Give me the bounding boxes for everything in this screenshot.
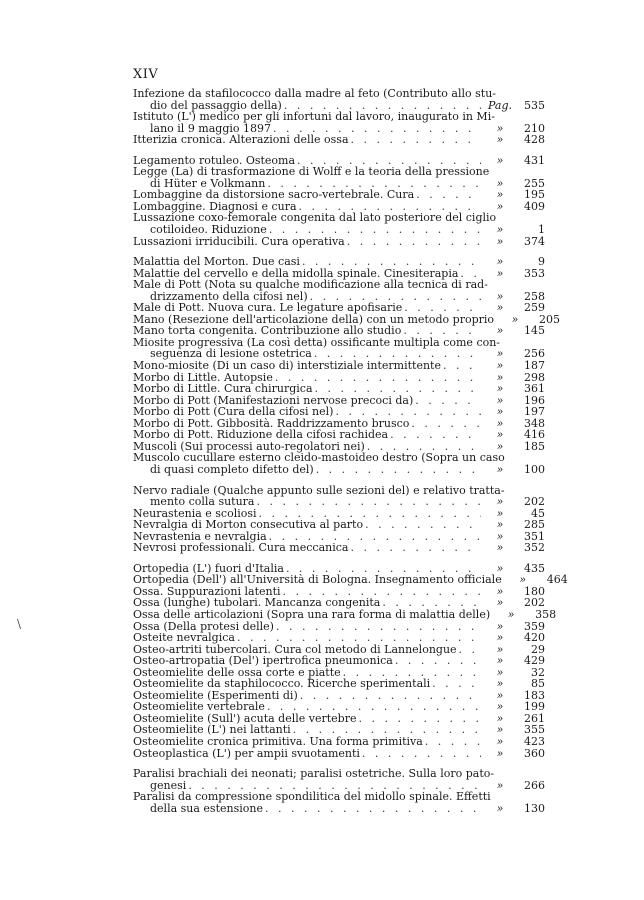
page-ref-mark: » (496, 382, 504, 396)
page-ref-mark: » (519, 573, 527, 587)
page-ref-mark: » (496, 370, 504, 384)
dot-leader (351, 134, 481, 146)
index-entry (133, 607, 557, 621)
page-ref-mark: » (496, 133, 504, 147)
entry-text: Muscoli (Sui processi auto-regolatori nei) (133, 439, 365, 453)
page-ref-number: 255 (524, 176, 545, 190)
entry-text: Lussazione coxo-femorale congenita dal lato posteriore del ciglio (133, 211, 497, 225)
entry-text: seguenza di lesione ostetrica (150, 347, 312, 361)
dot-leader (265, 803, 481, 815)
index-entry (133, 279, 545, 302)
index-section (133, 561, 568, 760)
entry-text: lano il 9 maggio 1897 (150, 121, 272, 135)
entry-line (133, 607, 557, 621)
page-ref-mark: » (496, 778, 504, 792)
page-ref-mark: » (496, 188, 504, 202)
page-ref-mark: » (496, 631, 504, 645)
page-ref-mark: » (496, 723, 504, 737)
dot-leader (432, 678, 481, 690)
entry-text: Morbo di Little. Autopsie (133, 370, 273, 384)
page-ref-mark: » (496, 746, 504, 760)
page-ref-number: 197 (524, 405, 545, 419)
entry-text: Osteomielite da staphilococco. Ricerche sperimentali (133, 677, 431, 691)
page-ref-number: 429 (524, 654, 545, 668)
entry-text: Paralisi brachiali dei neonati; paralisi ostetriche. Sulla loro pato- (133, 767, 495, 781)
page-ref-number: 180 (524, 584, 545, 598)
index-entry (133, 655, 545, 667)
entry-text: Nevralgia di Morton consecutiva al parto (133, 518, 364, 532)
page-ref-mark: » (496, 711, 504, 725)
index-section (133, 768, 545, 814)
page-ref-mark: » (496, 416, 504, 430)
entry-text: Morbo di Pott. Riduzione della cifosi rachidea (133, 428, 389, 442)
entry-line (133, 791, 545, 803)
dot-leader (411, 418, 481, 430)
page-ref-mark: » (496, 176, 504, 190)
index-entry (133, 736, 545, 748)
page-ref-mark: » (496, 541, 504, 555)
entry-continuation-line (133, 464, 545, 476)
entry-text: genesi (150, 778, 187, 792)
entry-line (133, 519, 545, 531)
index-entry (133, 212, 545, 235)
page-ref-mark: » (496, 428, 504, 442)
page-ref-number: 202 (524, 596, 545, 610)
entry-line (133, 360, 545, 372)
page-ref-mark: » (496, 495, 504, 509)
entry-text: Mano (Resezione dell'articolazione della) con un metodo proprio (133, 312, 495, 326)
index-entry (133, 632, 545, 644)
entry-text: Miosite progressiva (La così detta) ossificante multipla come con- (133, 335, 501, 349)
page-ref-number: 435 (524, 561, 545, 575)
page-ref-number: 205 (539, 312, 561, 326)
entry-line (133, 768, 545, 780)
entry-text: drizzamento della cifosi nel) (150, 289, 308, 303)
index-entry (133, 452, 545, 475)
page-ref-mark: » (496, 393, 504, 407)
page-ref-mark: » (496, 529, 504, 543)
page-ref-mark: » (507, 607, 515, 621)
page-ref-number: 202 (524, 495, 545, 509)
alphabetical-index (133, 87, 568, 815)
index-entry (133, 768, 545, 791)
page-ref-mark: » (496, 289, 504, 303)
page-ref-number: 351 (524, 529, 545, 543)
page-ref-mark: » (496, 153, 504, 167)
page-ref-number: 298 (524, 370, 545, 384)
dot-leader (257, 496, 482, 508)
page-ref-number: 464 (546, 573, 568, 587)
entry-text: Mono-miosite (Di un caso di) interstiziale intermittente (133, 359, 441, 373)
page-ref-mark: Pag. (487, 98, 512, 112)
entry-text: Infezione da stafilococco dalla madre al feto (Contributo allo stu- (133, 87, 496, 100)
entry-text: Ossa. Suppurazioni latenti (133, 584, 281, 598)
entry-text: Morbo di Little. Cura chirurgica (133, 382, 313, 396)
page-ref-mark: » (496, 506, 504, 520)
entry-text: di quasi completo difetto del) (150, 462, 314, 476)
page-ref-number: 535 (524, 98, 545, 112)
index-entry (133, 88, 545, 111)
dot-leader (302, 256, 481, 268)
index-entry (133, 748, 545, 760)
page-ref-number: 100 (524, 462, 545, 476)
entry-text: Male di Pott (Nota su qualche modificazione alla tecnica di rad- (133, 278, 488, 292)
dot-leader (415, 395, 481, 407)
page-ref-mark: » (496, 255, 504, 269)
page-ref-number: 352 (524, 541, 545, 555)
page-ref-number: 428 (524, 133, 545, 147)
index-entry (133, 791, 545, 814)
page-ref-mark: » (496, 665, 504, 679)
entry-line (133, 542, 545, 554)
entry-continuation-line (133, 803, 545, 815)
page-ref-mark: » (496, 642, 504, 656)
page-ref-mark: » (496, 734, 504, 748)
entry-line (133, 236, 545, 248)
page-ref-number: 374 (524, 234, 545, 248)
index-entry (133, 542, 545, 554)
page-ref-number: 185 (524, 439, 545, 453)
entry-line (133, 134, 545, 146)
page-ref-mark: » (496, 561, 504, 575)
entry-line (133, 655, 545, 667)
dot-leader (269, 224, 481, 236)
page-ref-number: 258 (524, 289, 545, 303)
dot-leader (365, 519, 481, 531)
entry-text: Itterizia cronica. Alterazioni delle ossa (133, 133, 349, 147)
dot-leader (416, 189, 481, 201)
index-entry (133, 166, 545, 189)
page-ref-number: 358 (535, 607, 557, 621)
index-section (133, 155, 545, 247)
page-ref-number: 353 (524, 266, 545, 280)
entry-continuation-line (133, 496, 545, 508)
page-ref-number: 256 (524, 347, 545, 361)
dot-leader (316, 464, 481, 476)
dot-leader (300, 690, 481, 702)
entry-continuation-line (133, 224, 545, 236)
page-ref-number: 359 (524, 619, 545, 633)
page-ref-mark: » (496, 462, 504, 476)
page-ref-mark: » (496, 677, 504, 691)
page-ref-number: 210 (524, 121, 545, 135)
dot-leader (443, 360, 481, 372)
entry-text: cotiloideo. Riduzione (150, 223, 267, 237)
page-ref-mark: » (496, 700, 504, 714)
page-ref-number: 409 (524, 199, 545, 213)
page-ref-mark: » (496, 439, 504, 453)
entry-line (133, 88, 545, 100)
entry-text: di Hüter e Volkmann (150, 176, 266, 190)
entry-text: Morbo di Pott (Manifestazioni nervose precoci da) (133, 393, 414, 407)
entry-text: Osteo-artriti tubercolari. Cura col metodo di Lannelongue (133, 642, 457, 656)
page-ref-number: 199 (524, 700, 545, 714)
entry-text: della sua estensione (150, 801, 263, 815)
page-ref-number: 9 (538, 255, 545, 269)
page-ref-mark: » (496, 324, 504, 338)
index-entry (133, 519, 545, 531)
page-ref-number: 29 (531, 642, 545, 656)
index-entry (133, 337, 545, 360)
dot-leader (459, 644, 481, 656)
entry-text: mento colla sutura (150, 495, 255, 509)
page-ref-mark: » (496, 518, 504, 532)
entry-text: Mano torta congenita. Contribuzione allo studio (133, 324, 402, 338)
entry-text: Ossa (lunghe) tubolari. Mancanza congenita (133, 596, 381, 610)
index-entry (133, 134, 545, 146)
entry-text: Osteomielite (Sull') acuta delle vertebre (133, 711, 357, 725)
page-ref-number: 261 (524, 711, 545, 725)
index-entry (133, 236, 545, 248)
entry-line (133, 748, 545, 760)
page-ref-number: 355 (524, 723, 545, 737)
entry-line (133, 736, 545, 748)
page-ref-number: 416 (524, 428, 545, 442)
page-ref-mark: » (496, 121, 504, 135)
entry-text: Malattia del Morton. Due casi (133, 255, 300, 269)
dot-leader (347, 236, 481, 248)
entry-text: dio del passaggio della) (150, 98, 282, 112)
entry-text: Neurastenia e scoliosi (133, 506, 257, 520)
entry-text: Paralisi da compressione spondilitica del midollo spinale. Effetti (133, 790, 491, 804)
index-entry (133, 111, 545, 134)
entry-text: Osteomielite cronica primitiva. Una forma primitiva (133, 734, 423, 748)
entry-text: Male di Pott. Nuova cura. Le legature apofisarie (133, 301, 403, 315)
page-ref-mark: » (496, 301, 504, 315)
dot-leader (395, 655, 481, 667)
entry-text: Osteomielite (Esperimenti di) (133, 688, 298, 702)
entry-text: Osteomielite vertebrale (133, 700, 265, 714)
page-ref-number: 32 (531, 665, 545, 679)
page-ref-number: 266 (524, 778, 545, 792)
page-ref-mark: » (496, 619, 504, 633)
entry-text: Nervo radiale (Qualche appunto sulle sezioni del) e relativo tratta- (133, 483, 505, 497)
page-ref-number: 187 (524, 359, 545, 373)
entry-text: Nevrastenia e nevralgia (133, 529, 267, 543)
page-ref-number: 431 (524, 153, 545, 167)
page-ref-number: 360 (524, 746, 545, 760)
index-entry (133, 360, 545, 372)
entry-text: Muscolo cucullare esterno cleido-mastoideo destro (Sopra un caso (133, 451, 505, 465)
entry-text: Ortopedia (Dell') all'Università di Bologna. Insegnamento officiale (133, 573, 502, 587)
index-section (133, 255, 561, 476)
entry-text: Legge (La) di trasformazione di Wolff e la teoria della pressione (133, 165, 490, 179)
entry-text: Lussazioni irriducibili. Cura operativa (133, 234, 345, 248)
dot-leader (237, 632, 481, 644)
entry-text: Ortopedia (L') fuori d'Italia (133, 561, 284, 575)
entry-text: Istituto (L') medico per gli infortuni dal lavoro, inaugurato in Mi- (133, 110, 495, 124)
dot-leader (276, 621, 481, 633)
page-ref-mark: » (496, 199, 504, 213)
dot-leader (390, 429, 481, 441)
page-ref-number: 285 (524, 518, 545, 532)
entry-text: Osteoplastica (L') per ampii svuotamenti (133, 746, 360, 760)
page-ref-number: 145 (524, 324, 545, 338)
page-ref-mark: » (496, 405, 504, 419)
entry-text: Nevrosi professionali. Cura meccanica (133, 541, 349, 555)
entry-text: Malattie del cervello e della midolla spinale. Cinesiterapia (133, 266, 459, 280)
dot-leader (359, 713, 482, 725)
index-section (133, 485, 545, 554)
index-section (133, 88, 545, 146)
entry-line (133, 256, 545, 268)
dot-leader (425, 736, 481, 748)
page-ref-mark: » (496, 654, 504, 668)
page-ref-number: 196 (524, 393, 545, 407)
page-ref-mark: » (496, 223, 504, 237)
page-ref-number: 130 (524, 801, 545, 815)
entry-text: Legamento rotuleo. Osteoma (133, 153, 296, 167)
page-ref-number: 423 (524, 734, 545, 748)
entry-line (133, 383, 545, 395)
page-ref-number: 195 (524, 188, 545, 202)
entry-text: Morbo di Pott (Cura della cifosi nel) (133, 405, 334, 419)
page-ref-mark: » (511, 312, 519, 326)
page-ref-number: 45 (531, 506, 545, 520)
entry-text: Ossa delle articolazioni (Sopra una rara forma di malattia delle) (133, 607, 491, 621)
page-ref-mark: » (496, 584, 504, 598)
margin-mark: \ (17, 617, 22, 631)
entry-line (133, 111, 545, 123)
dot-leader (315, 383, 481, 395)
entry-text: Osteomielite (L') nei lattanti (133, 723, 291, 737)
entry-text: Ossa (Della protesi delle) (133, 619, 274, 633)
page-ref-mark: » (496, 234, 504, 248)
entry-text: Morbo di Pott. Gibbosità. Raddrizzamento brusco (133, 416, 410, 430)
page-ref-number: 183 (524, 688, 545, 702)
dot-leader (362, 748, 481, 760)
entry-text: Lombaggine. Diagnosi e cura (133, 199, 297, 213)
page-ref-mark: » (496, 359, 504, 373)
page-ref-number: 259 (524, 301, 545, 315)
page-ref-mark: » (496, 688, 504, 702)
page-ref-mark: » (496, 347, 504, 361)
dot-leader (350, 542, 481, 554)
page-ref-number: 1 (538, 223, 545, 237)
page-number: XIV (133, 67, 159, 82)
page-ref-mark: » (496, 801, 504, 815)
index-entry (133, 383, 545, 395)
index-entry (133, 256, 545, 268)
index-entry (133, 485, 545, 508)
page-ref-mark: » (496, 266, 504, 280)
entry-text: Osteite nevralgica (133, 631, 235, 645)
page-ref-number: 361 (524, 382, 545, 396)
entry-text: Osteo-artropatia (Del') ipertrofica pneumonica (133, 654, 393, 668)
page-ref-mark: » (496, 596, 504, 610)
page-ref-number: 420 (524, 631, 545, 645)
entry-line (133, 632, 545, 644)
entry-text: Osteomielite delle ossa corte e piatte (133, 665, 341, 679)
page-ref-number: 348 (524, 416, 545, 430)
page-ref-number: 85 (531, 677, 545, 691)
entry-text: Lombaggine da distorsione sacro-vertebrale. Cura (133, 188, 415, 202)
